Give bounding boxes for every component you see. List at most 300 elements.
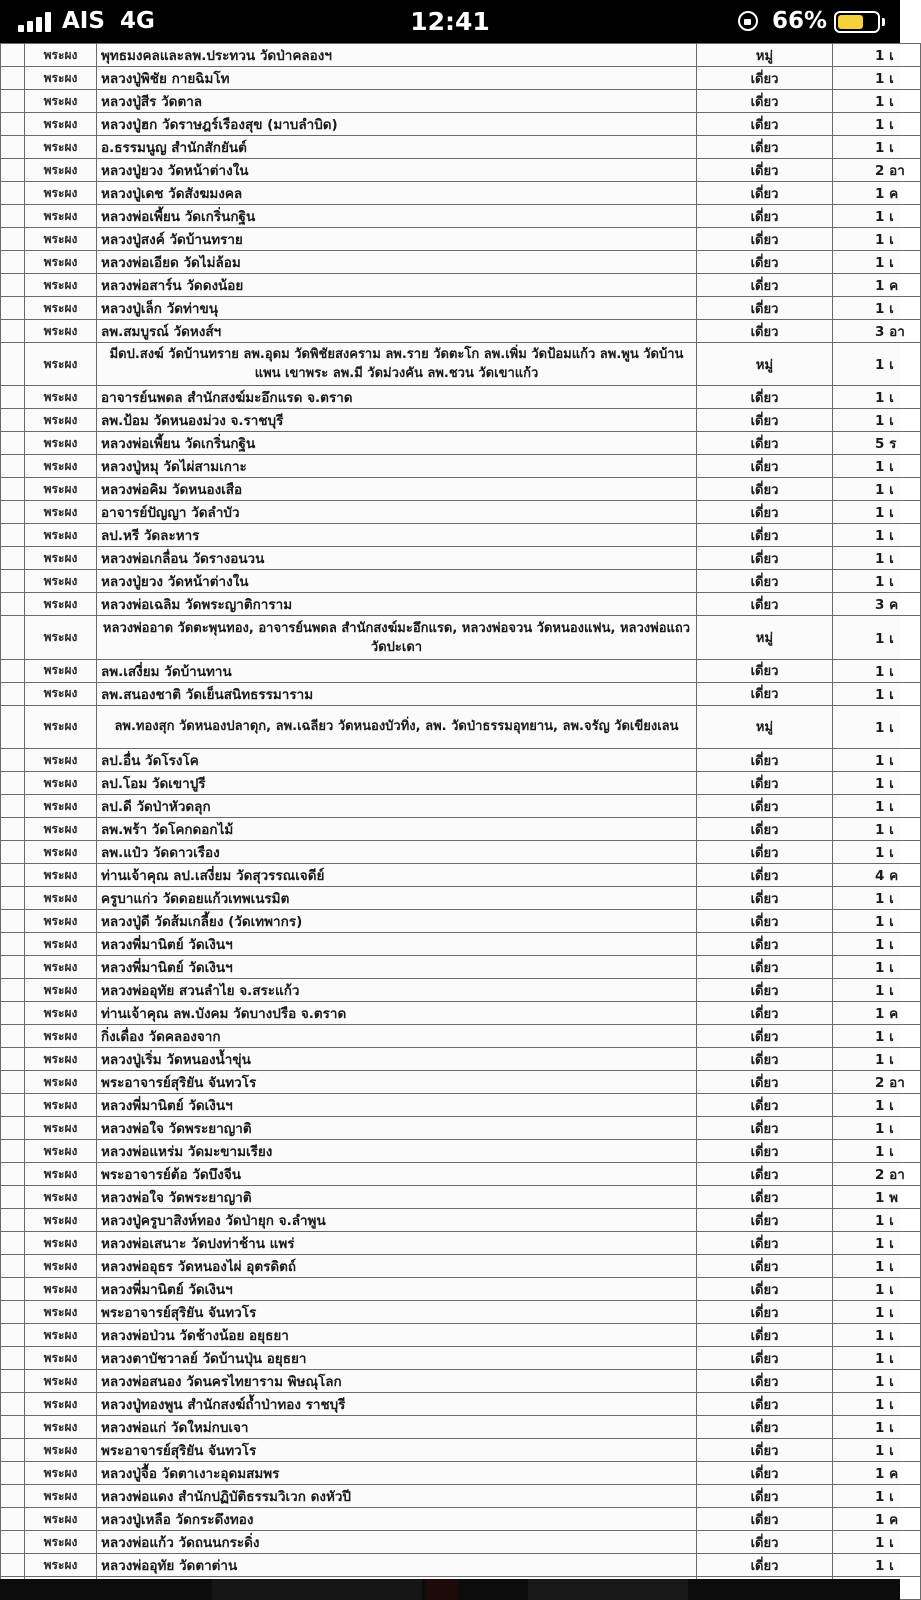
name-cell: หลวงปู่สีร วัดตาล: [97, 90, 697, 113]
kind-cell: เดี่ยว: [697, 251, 833, 274]
name-cell: อ.ธรรมนูญ สำนักสักยันต์: [97, 136, 697, 159]
quantity-cell: 1 เ: [833, 1531, 921, 1554]
table-row: [1, 1002, 921, 1025]
kind-cell: เดี่ยว: [697, 478, 833, 501]
row-index-cell: [1, 524, 25, 547]
type-cell: พระผง: [25, 795, 97, 818]
row-index-cell: [1, 1554, 25, 1577]
table-row: [1, 749, 921, 772]
quantity-cell: 1 เ: [833, 841, 921, 864]
type-cell: พระผง: [25, 910, 97, 933]
quantity-cell: 1 เ: [833, 478, 921, 501]
name-cell: หลวงพ่อแก่ วัดใหม่กบเจา: [97, 1416, 697, 1439]
type-cell: พระผง: [25, 297, 97, 320]
quantity-cell: 1 ค: [833, 1002, 921, 1025]
quantity-cell: 4 ค: [833, 864, 921, 887]
table-row: [1, 887, 921, 910]
name-cell: หลวงพ่อเกลื่อน วัดรางอนวน: [97, 547, 697, 570]
type-cell: พระผง: [25, 547, 97, 570]
type-cell: พระผง: [25, 524, 97, 547]
kind-cell: เดี่ยว: [697, 205, 833, 228]
row-index-cell: [1, 432, 25, 455]
quantity-cell: 1 เ: [833, 90, 921, 113]
row-index-cell: [1, 478, 25, 501]
network-type: 4G: [120, 8, 155, 34]
quantity-cell: 1 เ: [833, 1278, 921, 1301]
name-cell: อาจารย์นพดล สำนักสงฆ์มะอึกแรด จ.ตราด: [97, 386, 697, 409]
row-index-cell: [1, 501, 25, 524]
quantity-cell: 1 เ: [833, 1439, 921, 1462]
type-cell: พระผง: [25, 432, 97, 455]
kind-cell: เดี่ยว: [697, 682, 833, 705]
kind-cell: เดี่ยว: [697, 910, 833, 933]
quantity-cell: 1 เ: [833, 956, 921, 979]
table-row: [1, 1393, 921, 1416]
kind-cell: เดี่ยว: [697, 136, 833, 159]
type-cell: พระผง: [25, 1094, 97, 1117]
row-index-cell: [1, 136, 25, 159]
name-cell: ลพ.สนองชาติ วัดเย็นสนิทธรรมาราม: [97, 682, 697, 705]
type-cell: พระผง: [25, 1416, 97, 1439]
kind-cell: หมู่: [697, 705, 833, 748]
type-cell: พระผง: [25, 1462, 97, 1485]
row-index-cell: [1, 297, 25, 320]
kind-cell: เดี่ยว: [697, 1117, 833, 1140]
name-cell: หลวงพ่อเอียด วัดไม่ล้อม: [97, 251, 697, 274]
row-index-cell: [1, 795, 25, 818]
row-index-cell: [1, 251, 25, 274]
table-row: [1, 136, 921, 159]
quantity-cell: 3 ค: [833, 593, 921, 616]
row-index-cell: [1, 1094, 25, 1117]
document-image[interactable]: [0, 43, 905, 1579]
quantity-cell: 1 เ: [833, 228, 921, 251]
table-row: [1, 1508, 921, 1531]
quantity-cell: 1 เ: [833, 659, 921, 682]
name-cell: หลวงปู่เดช วัดสังฆมงคล: [97, 182, 697, 205]
type-cell: พระผง: [25, 1324, 97, 1347]
kind-cell: เดี่ยว: [697, 113, 833, 136]
row-index-cell: [1, 1255, 25, 1278]
kind-cell: เดี่ยว: [697, 841, 833, 864]
kind-cell: เดี่ยว: [697, 1048, 833, 1071]
kind-cell: หมู่: [697, 44, 833, 67]
table-row: [1, 933, 921, 956]
quantity-cell: 1 เ: [833, 136, 921, 159]
type-cell: พระผง: [25, 1508, 97, 1531]
row-index-cell: [1, 1347, 25, 1370]
row-index-cell: [1, 1140, 25, 1163]
name-cell: มีดป.สงฆ์ วัดบ้านทราย ลพ.อุดม วัดพิชัยสงคราม ลพ.ราย วัดตะโก ลพ.เพิ่ม วัดป้อมแก้ว ลพ.พูน วัดบ้านแพน เขาพระ ลพ.มี วัดม่วงคัน ลพ.ชวน วัดเขาแก้ว: [97, 343, 697, 386]
table-row: [1, 547, 921, 570]
type-cell: พระผง: [25, 1209, 97, 1232]
name-cell: พุทธมงคลและลพ.ประทวน วัดป่าคลองฯ: [97, 44, 697, 67]
kind-cell: เดี่ยว: [697, 1186, 833, 1209]
table-row: [1, 1232, 921, 1255]
kind-cell: เดี่ยว: [697, 1416, 833, 1439]
quantity-cell: 2 อา: [833, 1071, 921, 1094]
table-row: [1, 1255, 921, 1278]
kind-cell: หมู่: [697, 616, 833, 659]
kind-cell: เดี่ยว: [697, 67, 833, 90]
quantity-cell: 1 เ: [833, 251, 921, 274]
name-cell: ลพ.เสงี่ยม วัดบ้านทาน: [97, 659, 697, 682]
name-cell: หลวงพ่อใจ วัดพระยาญาติ: [97, 1186, 697, 1209]
quantity-cell: 1 เ: [833, 1117, 921, 1140]
row-index-cell: [1, 1209, 25, 1232]
kind-cell: เดี่ยว: [697, 1370, 833, 1393]
table-row: [1, 501, 921, 524]
quantity-cell: 1 เ: [833, 933, 921, 956]
battery-percent: 66%: [772, 8, 828, 34]
kind-cell: เดี่ยว: [697, 1002, 833, 1025]
type-cell: พระผง: [25, 705, 97, 748]
table-row: [1, 1186, 921, 1209]
name-cell: หลวงปู่ทองพูน สำนักสงฆ์ถ้ำป่าทอง ราชบุรี: [97, 1393, 697, 1416]
quantity-cell: 1 เ: [833, 455, 921, 478]
table-row: [1, 841, 921, 864]
kind-cell: เดี่ยว: [697, 501, 833, 524]
table-row: [1, 274, 921, 297]
name-cell: กิ่งเดื่อง วัดคลองจาก: [97, 1025, 697, 1048]
kind-cell: เดี่ยว: [697, 887, 833, 910]
quantity-cell: 1 เ: [833, 1301, 921, 1324]
quantity-cell: 1 เ: [833, 1485, 921, 1508]
kind-cell: หมู่: [697, 343, 833, 386]
table-row: [1, 67, 921, 90]
kind-cell: เดี่ยว: [697, 749, 833, 772]
name-cell: หลวงพ่ออาด วัดตะพุนทอง, อาจารย์นพดล สำนักสงฆ์มะอึกแรด, หลวงพ่อจวน วัดหนองแฟน, หลวงพ่อแถว วัดปะเดา: [97, 616, 697, 659]
table-row: [1, 1048, 921, 1071]
quantity-cell: 5 ร: [833, 432, 921, 455]
name-cell: หลวงปู่ยวง วัดหน้าต่างใน: [97, 159, 697, 182]
quantity-cell: 1 เ: [833, 409, 921, 432]
name-cell: ครูบาแก่ว วัดดอยแก้วเทพเนรมิต: [97, 887, 697, 910]
name-cell: หลวงปู่พิชัย กายฉิมโท: [97, 67, 697, 90]
kind-cell: เดี่ยว: [697, 524, 833, 547]
table-row: [1, 616, 921, 659]
quantity-cell: 1 เ: [833, 1370, 921, 1393]
name-cell: หลวงพ่อเพี้ยน วัดเกริ่นกฐิน: [97, 205, 697, 228]
table-row: [1, 1439, 921, 1462]
row-index-cell: [1, 933, 25, 956]
type-cell: พระผง: [25, 570, 97, 593]
quantity-cell: 1 ค: [833, 182, 921, 205]
name-cell: หลวงปู่เริ่ม วัดหนองน้ำขุ่น: [97, 1048, 697, 1071]
table-row: [1, 386, 921, 409]
kind-cell: เดี่ยว: [697, 772, 833, 795]
row-index-cell: [1, 205, 25, 228]
status-bar: [0, 0, 900, 43]
table-row: [1, 570, 921, 593]
table-row: [1, 1416, 921, 1439]
type-cell: พระผง: [25, 386, 97, 409]
kind-cell: เดี่ยว: [697, 297, 833, 320]
kind-cell: เดี่ยว: [697, 864, 833, 887]
type-cell: พระผง: [25, 1117, 97, 1140]
row-index-cell: [1, 1531, 25, 1554]
type-cell: พระผง: [25, 44, 97, 67]
row-index-cell: [1, 772, 25, 795]
type-cell: พระผง: [25, 979, 97, 1002]
type-cell: พระผง: [25, 90, 97, 113]
quantity-cell: 1 เ: [833, 682, 921, 705]
quantity-cell: 1 เ: [833, 1025, 921, 1048]
row-index-cell: [1, 749, 25, 772]
name-cell: หลวงปู่จื้อ วัดตาเงาะอุดมสมพร: [97, 1462, 697, 1485]
type-cell: พระผง: [25, 1140, 97, 1163]
quantity-cell: 1 เ: [833, 1094, 921, 1117]
battery-tip: [882, 18, 885, 26]
amulet-list-table: [0, 43, 921, 1600]
table-row: [1, 1370, 921, 1393]
row-index-cell: [1, 1416, 25, 1439]
name-cell: ลพ.สมบูรณ์ วัดหงส์ฯ: [97, 320, 697, 343]
table-row: [1, 772, 921, 795]
name-cell: ท่านเจ้าคุณ ลป.เสงี่ยม วัดสุวรรณเจดีย์: [97, 864, 697, 887]
type-cell: พระผง: [25, 1163, 97, 1186]
kind-cell: เดี่ยว: [697, 182, 833, 205]
row-index-cell: [1, 67, 25, 90]
kind-cell: เดี่ยว: [697, 1025, 833, 1048]
table-row: [1, 205, 921, 228]
kind-cell: เดี่ยว: [697, 159, 833, 182]
kind-cell: เดี่ยว: [697, 409, 833, 432]
kind-cell: เดี่ยว: [697, 1209, 833, 1232]
type-cell: พระผง: [25, 772, 97, 795]
type-cell: พระผง: [25, 1071, 97, 1094]
table-row: [1, 90, 921, 113]
quantity-cell: 1 เ: [833, 1324, 921, 1347]
type-cell: พระผง: [25, 1393, 97, 1416]
quantity-cell: 1 เ: [833, 297, 921, 320]
type-cell: พระผง: [25, 1439, 97, 1462]
table-row: [1, 705, 921, 748]
row-index-cell: [1, 274, 25, 297]
type-cell: พระผง: [25, 818, 97, 841]
type-cell: พระผง: [25, 1370, 97, 1393]
row-index-cell: [1, 455, 25, 478]
type-cell: พระผง: [25, 1255, 97, 1278]
quantity-cell: 1 เ: [833, 524, 921, 547]
name-cell: พระอาจารย์ต้อ วัดบึงจีน: [97, 1163, 697, 1186]
quantity-cell: 1 เ: [833, 343, 921, 386]
type-cell: พระผง: [25, 1531, 97, 1554]
row-index-cell: [1, 841, 25, 864]
name-cell: หลวงพ่อคิม วัดหนองเสือ: [97, 478, 697, 501]
quantity-cell: 1 เ: [833, 910, 921, 933]
battery-icon: [834, 11, 880, 33]
clock: 12:41: [410, 7, 490, 36]
table-row: [1, 182, 921, 205]
name-cell: หลวงพ่อป่วน วัดช้างน้อย อยุธยา: [97, 1324, 697, 1347]
kind-cell: เดี่ยว: [697, 1347, 833, 1370]
type-cell: พระผง: [25, 864, 97, 887]
name-cell: หลวงพี่มานิตย์ วัดเงินฯ: [97, 933, 697, 956]
kind-cell: เดี่ยว: [697, 386, 833, 409]
kind-cell: เดี่ยว: [697, 1163, 833, 1186]
type-cell: พระผง: [25, 182, 97, 205]
type-cell: พระผง: [25, 409, 97, 432]
quantity-cell: 3 อา: [833, 320, 921, 343]
kind-cell: เดี่ยว: [697, 933, 833, 956]
quantity-cell: 1 เ: [833, 67, 921, 90]
kind-cell: เดี่ยว: [697, 1232, 833, 1255]
row-index-cell: [1, 1301, 25, 1324]
type-cell: พระผง: [25, 1186, 97, 1209]
orientation-lock-icon: [738, 11, 758, 31]
kind-cell: เดี่ยว: [697, 956, 833, 979]
table-row: [1, 432, 921, 455]
table-row: [1, 1071, 921, 1094]
table-row: [1, 1531, 921, 1554]
type-cell: พระผง: [25, 887, 97, 910]
name-cell: หลวงปู่เหลือ วัดกระดึงทอง: [97, 1508, 697, 1531]
quantity-cell: 1 เ: [833, 616, 921, 659]
quantity-cell: 1 เ: [833, 386, 921, 409]
kind-cell: เดี่ยว: [697, 1485, 833, 1508]
type-cell: พระผง: [25, 159, 97, 182]
quantity-cell: 1 เ: [833, 44, 921, 67]
kind-cell: เดี่ยว: [697, 1094, 833, 1117]
quantity-cell: 1 ค: [833, 1462, 921, 1485]
kind-cell: เดี่ยว: [697, 593, 833, 616]
quantity-cell: 1 เ: [833, 1140, 921, 1163]
table-row: [1, 1347, 921, 1370]
row-index-cell: [1, 1163, 25, 1186]
table-row: [1, 1324, 921, 1347]
battery-level: [838, 15, 863, 29]
kind-cell: เดี่ยว: [697, 818, 833, 841]
quantity-cell: 1 เ: [833, 795, 921, 818]
name-cell: หลวงปู่เล็ก วัดท่าขนุ: [97, 297, 697, 320]
type-cell: พระผง: [25, 136, 97, 159]
type-cell: พระผง: [25, 1002, 97, 1025]
name-cell: หลวงพ่อใจ วัดพระยาญาติ: [97, 1117, 697, 1140]
table-row: [1, 1209, 921, 1232]
type-cell: พระผง: [25, 478, 97, 501]
kind-cell: เดี่ยว: [697, 795, 833, 818]
name-cell: ลป.โอม วัดเขาปูรี: [97, 772, 697, 795]
table-row: [1, 228, 921, 251]
table-row: [1, 1163, 921, 1186]
type-cell: พระผง: [25, 1048, 97, 1071]
table-row: [1, 1094, 921, 1117]
name-cell: หลวงปู่ฮก วัดราษฎร์เรืองสุข (มาบลำบิด): [97, 113, 697, 136]
table-row: [1, 1025, 921, 1048]
name-cell: พระอาจารย์สุริยัน จันทวโร: [97, 1301, 697, 1324]
quantity-cell: 1 ค: [833, 274, 921, 297]
quantity-cell: 1 เ: [833, 749, 921, 772]
quantity-cell: 1 เ: [833, 1416, 921, 1439]
kind-cell: เดี่ยว: [697, 1462, 833, 1485]
kind-cell: เดี่ยว: [697, 570, 833, 593]
row-index-cell: [1, 593, 25, 616]
table-row: [1, 1462, 921, 1485]
kind-cell: เดี่ยว: [697, 659, 833, 682]
type-cell: พระผง: [25, 1278, 97, 1301]
row-index-cell: [1, 386, 25, 409]
quantity-cell: 1 เ: [833, 570, 921, 593]
row-index-cell: [1, 1048, 25, 1071]
quantity-cell: 1 เ: [833, 205, 921, 228]
type-cell: พระผง: [25, 956, 97, 979]
bottom-bar: [0, 1579, 900, 1600]
name-cell: หลวงพ่อเสนาะ วัดปงท่าช้าน แพร่: [97, 1232, 697, 1255]
quantity-cell: 2 อา: [833, 1163, 921, 1186]
row-index-cell: [1, 409, 25, 432]
quantity-cell: 1 เ: [833, 1048, 921, 1071]
row-index-cell: [1, 1025, 25, 1048]
type-cell: พระผง: [25, 593, 97, 616]
quantity-cell: 1 เ: [833, 501, 921, 524]
table-row: [1, 818, 921, 841]
name-cell: พระอาจารย์สุริยัน จันทวโร: [97, 1071, 697, 1094]
type-cell: พระผง: [25, 205, 97, 228]
type-cell: พระผง: [25, 67, 97, 90]
row-index-cell: [1, 343, 25, 386]
name-cell: ท่านเจ้าคุณ ลพ.บังคม วัดบางปรือ จ.ตราด: [97, 1002, 697, 1025]
name-cell: หลวงปู่ยวง วัดหน้าต่างใน: [97, 570, 697, 593]
name-cell: หลวงปู่สงค์ วัดบ้านทราย: [97, 228, 697, 251]
name-cell: หลวงปู่ครูบาสิงห์ทอง วัดป่ายุก จ.ลำพูน: [97, 1209, 697, 1232]
table-row: [1, 320, 921, 343]
row-index-cell: [1, 1186, 25, 1209]
table-row: [1, 113, 921, 136]
type-cell: พระผง: [25, 1232, 97, 1255]
kind-cell: เดี่ยว: [697, 455, 833, 478]
quantity-cell: 1 เ: [833, 705, 921, 748]
name-cell: หลวงพี่มานิตย์ วัดเงินฯ: [97, 956, 697, 979]
type-cell: พระผง: [25, 501, 97, 524]
name-cell: ลพ.ป้อม วัดหนองม่วง จ.ราชบุรี: [97, 409, 697, 432]
kind-cell: เดี่ยว: [697, 1301, 833, 1324]
type-cell: พระผง: [25, 1485, 97, 1508]
row-index-cell: [1, 90, 25, 113]
table-row: [1, 1278, 921, 1301]
row-index-cell: [1, 887, 25, 910]
name-cell: ลป.อื่น วัดโรงโค: [97, 749, 697, 772]
type-cell: พระผง: [25, 933, 97, 956]
row-index-cell: [1, 864, 25, 887]
row-index-cell: [1, 182, 25, 205]
table-row: [1, 1554, 921, 1577]
table-row: [1, 251, 921, 274]
quantity-cell: 1 เ: [833, 1393, 921, 1416]
table-row: [1, 956, 921, 979]
name-cell: หลวงพ่ออุทัย สวนลำไย จ.สระแก้ว: [97, 979, 697, 1002]
type-cell: พระผง: [25, 841, 97, 864]
row-index-cell: [1, 818, 25, 841]
name-cell: ลพ.แป๋ว วัดดาวเรือง: [97, 841, 697, 864]
row-index-cell: [1, 1232, 25, 1255]
table-row: [1, 864, 921, 887]
type-cell: พระผง: [25, 1301, 97, 1324]
row-index-cell: [1, 1439, 25, 1462]
kind-cell: เดี่ยว: [697, 1393, 833, 1416]
table-row: [1, 44, 921, 67]
row-index-cell: [1, 910, 25, 933]
row-index-cell: [1, 1071, 25, 1094]
type-cell: พระผง: [25, 749, 97, 772]
carrier-name: AIS: [62, 8, 105, 34]
row-index-cell: [1, 705, 25, 748]
table-row: [1, 409, 921, 432]
quantity-cell: 1 ค: [833, 1508, 921, 1531]
table-row: [1, 1301, 921, 1324]
kind-cell: เดี่ยว: [697, 1278, 833, 1301]
type-cell: พระผง: [25, 1554, 97, 1577]
